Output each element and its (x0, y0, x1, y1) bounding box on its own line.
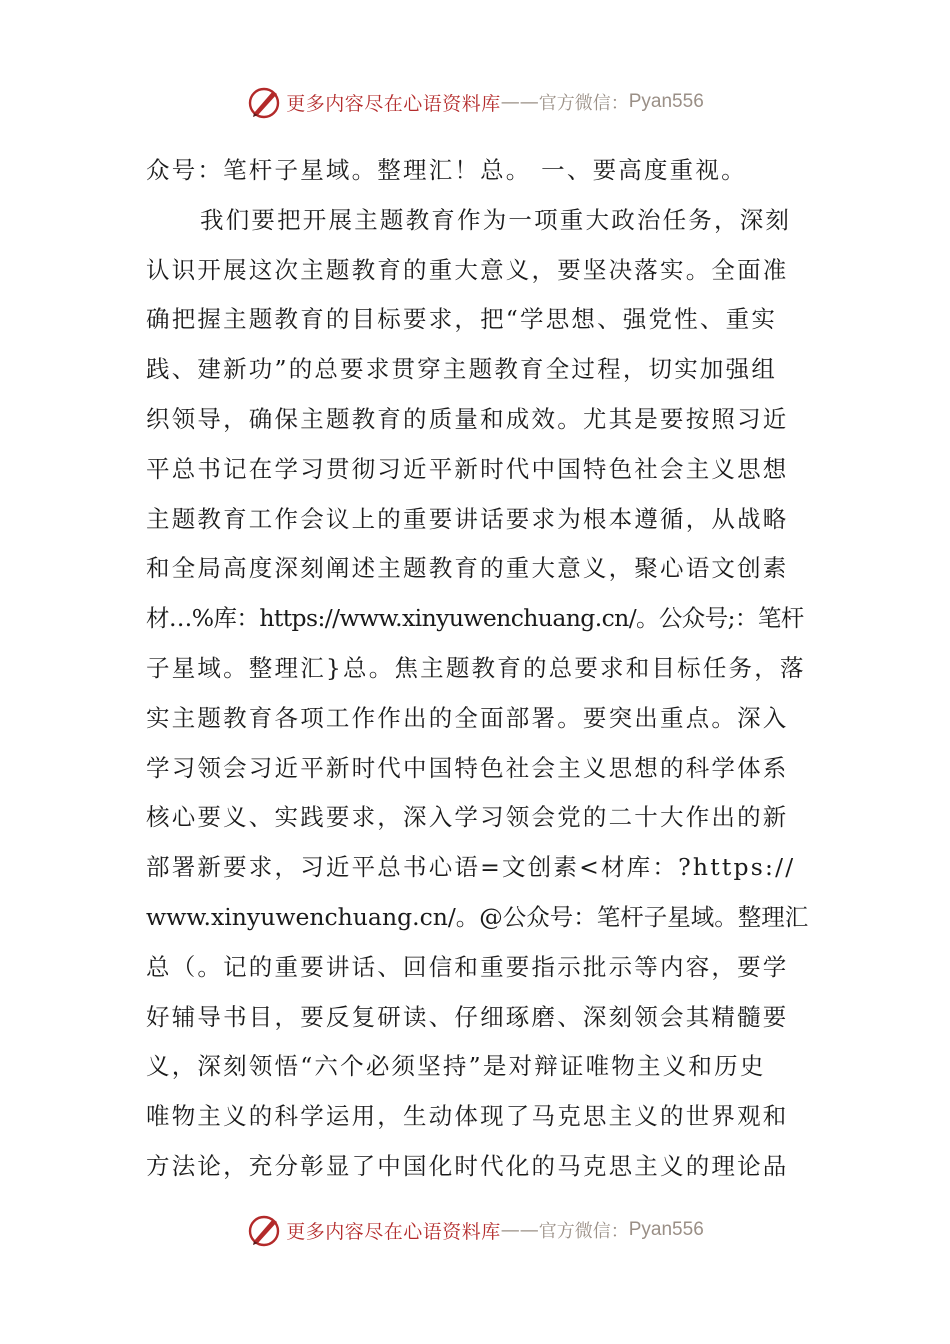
wechat-label: 官方微信： (538, 93, 629, 114)
text-line: 学习领会习近平新时代中国特色社会主义思想的科学体系 (146, 753, 789, 782)
pen-logo-icon (246, 84, 282, 120)
text-line: 材…%库：https://www.xinyuwenchuang.cn/。公众号;：笔杆 (146, 604, 804, 633)
text-line: 子星域。整理汇}总。焦主题教育的总要求和目标任务，落 (146, 653, 806, 682)
text-line: 总（。记的重要讲话、回信和重要指示批示等内容，要学 (146, 952, 789, 981)
text-line: 和全局高度深刻阐述主题教育的重大意义，聚心语文创素 (146, 554, 789, 583)
text-line: 践、建新功”的总要求贯穿主题教育全过程，切实加强组 (146, 355, 778, 384)
text-line: 主题教育工作会议上的重要讲话要求为根本遵循，从战略 (146, 504, 789, 533)
text-line: 实主题教育各项工作作出的全面部署。要突出重点。深入 (146, 703, 789, 732)
text-line: 唯物主义的科学运用，生动体现了马克思主义的世界观和 (146, 1102, 789, 1131)
wechat-handle: Pyan556 (628, 1219, 704, 1240)
text-line: 好辅导书目，要反复研读、仔细琢磨、深刻领会其精髓要 (146, 1002, 789, 1031)
text-line: 义，深刻领悟“六个必须坚持”是对辩证唯物主义和历史 (146, 1052, 766, 1081)
text-line: 织领导，确保主题教育的质量和成效。尤其是要按照习近 (146, 404, 789, 433)
text-line: 部署新要求，习近平总书心语=文创素<材库：?https:// (146, 853, 796, 882)
footer-watermark-banner (0, 1210, 950, 1250)
text-line: 认识开展这次主题教育的重大意义，要坚决落实。全面准 (146, 255, 789, 284)
brand-dash: —— (500, 1219, 539, 1241)
header-watermark-banner (0, 82, 950, 122)
brand-dash: —— (500, 91, 539, 113)
pen-logo-icon (246, 1212, 282, 1248)
text-line: 众号：笔杆子星域。整理汇！总。 一、要高度重视。 (146, 156, 747, 184)
text-line: 方法论，充分彰显了中国化时代化的马克思主义的理论品 (146, 1151, 789, 1180)
brand-text: 更多内容尽在心语资料库 (286, 92, 501, 115)
wechat-label: 官方微信： (538, 1221, 629, 1242)
text-line: 核心要义、实践要求，深入学习领会党的二十大作出的新 (146, 803, 789, 832)
document-body (146, 146, 808, 1192)
text-line: 确把握主题教育的目标要求，把“学思想、强党性、重实 (146, 305, 778, 334)
text-line: 我们要把开展主题教育作为一项重大政治任务，深刻 (200, 205, 792, 234)
wechat-handle: Pyan556 (628, 91, 704, 112)
brand-text: 更多内容尽在心语资料库 (286, 1220, 501, 1243)
text-line: www.xinyuwenchuang.cn/。@公众号：笔杆子星域。整理汇 (146, 902, 809, 931)
text-line: 平总书记在学习贯彻习近平新时代中国特色社会主义思想 (146, 454, 789, 483)
